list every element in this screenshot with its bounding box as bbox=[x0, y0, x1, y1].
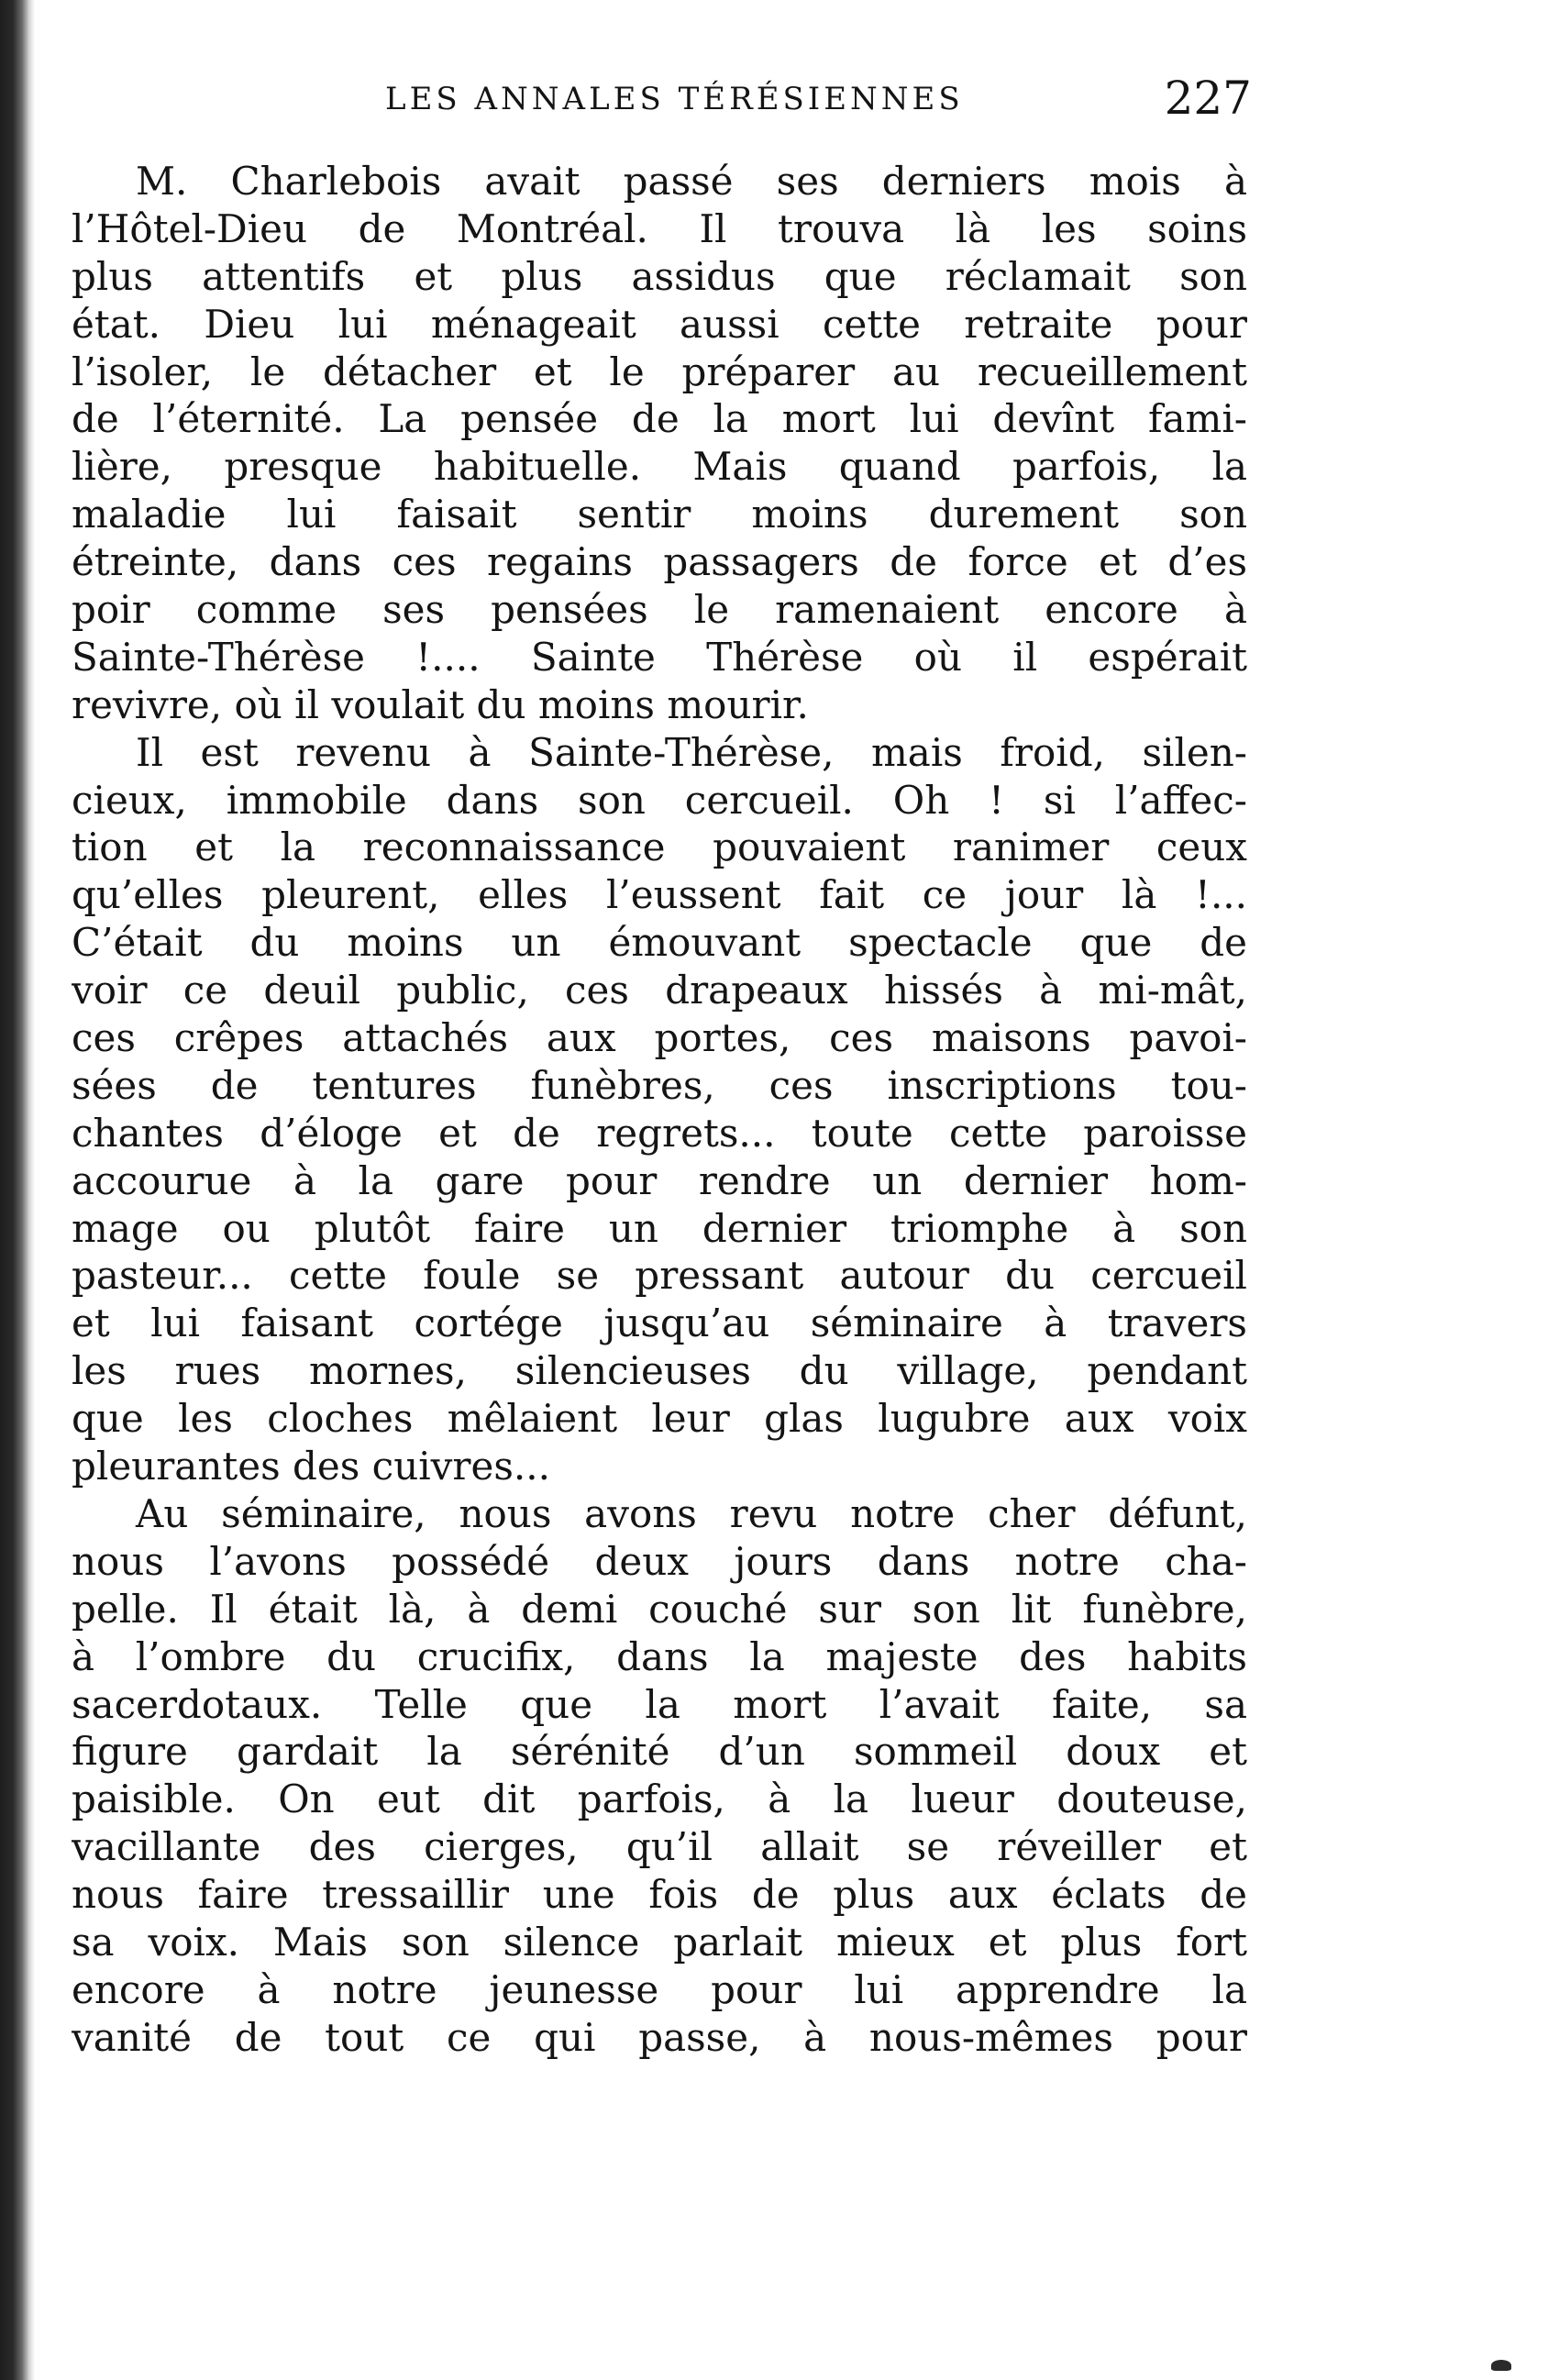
text-line: vacillante des cierges, qu’il allait se réveiller et bbox=[72, 1824, 1247, 1870]
text-line: Sainte-Thérèse !.... Sainte Thérèse où il espérait bbox=[72, 634, 1247, 680]
text-line: Au séminaire, nous avons revu notre cher défunt, bbox=[136, 1490, 1247, 1536]
text-line: à l’ombre du crucifix, dans la majeste des habits bbox=[72, 1633, 1247, 1679]
text-line: et lui faisant cortége jusqu’au séminaire à travers bbox=[72, 1301, 1247, 1346]
text-line: revivre, où il voulait du moins mourir. bbox=[72, 681, 809, 727]
text-line: C’était du moins un émouvant spectacle que de bbox=[72, 920, 1247, 966]
text-line: l’Hôtel-Dieu de Montréal. Il trouva là les soins bbox=[72, 205, 1247, 251]
paragraph-1 bbox=[72, 158, 1247, 729]
text-line: M. Charlebois avait passé ses derniers mois à bbox=[136, 159, 1247, 204]
text-line: voir ce deuil public, ces drapeaux hissés à mi-mât, bbox=[72, 968, 1247, 1013]
text-line: pelle. Il était là, à demi couché sur son lit funèbre, bbox=[72, 1586, 1247, 1632]
paragraph-2 bbox=[72, 729, 1247, 1490]
text-line: qu’elles pleurent, elles l’eussent fait ce jour là !... bbox=[72, 872, 1247, 918]
text-line: sées de tentures funèbres, ces inscriptions tou- bbox=[72, 1062, 1247, 1108]
text-line: paisible. On eut dit parfois, à la lueur douteuse, bbox=[72, 1777, 1247, 1822]
body-text bbox=[72, 158, 1247, 2062]
text-line: Il est revenu à Sainte-Thérèse, mais froid, silen- bbox=[136, 729, 1247, 775]
text-line: que les cloches mêlaient leur glas lugubre aux voix bbox=[72, 1396, 1247, 1442]
text-line: sa voix. Mais son silence parlait mieux et plus fort bbox=[72, 1919, 1247, 1965]
page-number: 227 bbox=[1164, 72, 1252, 125]
text-line: étreinte, dans ces regains passagers de force et d’es bbox=[72, 539, 1247, 585]
text-line: sacerdotaux. Telle que la mort l’avait faite, sa bbox=[72, 1681, 1247, 1727]
text-line: poir comme ses pensées le ramenaient encore à bbox=[72, 587, 1247, 633]
text-line: encore à notre jeunesse pour lui apprendre la bbox=[72, 1966, 1247, 2012]
text-line: accourue à la gare pour rendre un dernier hom- bbox=[72, 1157, 1247, 1203]
page-header bbox=[138, 72, 1252, 136]
text-line: l’isoler, le détacher et le préparer au recueillement bbox=[72, 349, 1247, 394]
text-line: vanité de tout ce qui passe, à nous-mêmes pour bbox=[72, 2014, 1247, 2060]
text-line: pasteur... cette foule se pressant autour du cercueil bbox=[72, 1253, 1247, 1299]
text-line: état. Dieu lui ménageait aussi cette retraite pour bbox=[72, 301, 1247, 347]
text-line: tion et la reconnaissance pouvaient ranimer ceux bbox=[72, 825, 1247, 870]
scan-blemish bbox=[1491, 2360, 1511, 2371]
text-line: mage ou plutôt faire un dernier triomphe à son bbox=[72, 1205, 1247, 1251]
text-line: plus attentifs et plus assidus que réclamait son bbox=[72, 253, 1247, 299]
text-line: nous l’avons possédé deux jours dans notre cha- bbox=[72, 1538, 1247, 1584]
paragraph-3 bbox=[72, 1490, 1247, 2062]
text-line: cieux, immobile dans son cercueil. Oh ! si l’affec- bbox=[72, 777, 1247, 823]
text-line: pleurantes des cuivres... bbox=[72, 1444, 550, 1489]
text-line: ces crêpes attachés aux portes, ces maisons pavoi- bbox=[72, 1015, 1247, 1061]
binding-gutter-shadow bbox=[0, 0, 35, 2380]
text-line: figure gardait la sérénité d’un sommeil doux et bbox=[72, 1729, 1247, 1775]
running-title: LES ANNALES TÉRÉSIENNES bbox=[385, 81, 964, 117]
text-line: chantes d’éloge et de regrets... toute cette paroisse bbox=[72, 1110, 1247, 1156]
text-line: maladie lui faisait sentir moins durement son bbox=[72, 492, 1247, 537]
text-line: de l’éternité. La pensée de la mort lui devînt fami- bbox=[72, 396, 1247, 442]
text-line: lière, presque habituelle. Mais quand parfois, la bbox=[72, 444, 1247, 490]
text-line: nous faire tressaillir une fois de plus aux éclats de bbox=[72, 1872, 1247, 1918]
text-line: les rues mornes, silencieuses du village, pendant bbox=[72, 1348, 1247, 1394]
